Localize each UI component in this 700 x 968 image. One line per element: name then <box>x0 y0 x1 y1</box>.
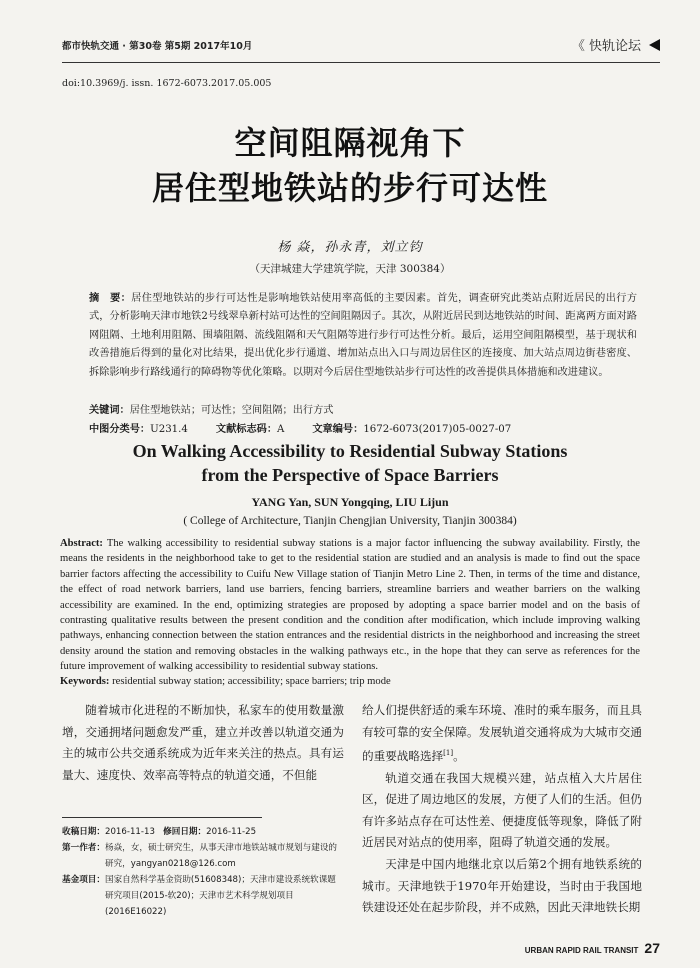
footnotes <box>62 824 342 920</box>
journal-name: URBAN RAPID RAIL TRANSIT <box>524 946 639 955</box>
authors-en: YANG Yan, SUN Yongqing, LIU Lijun <box>251 495 449 509</box>
body-paragraph: 天津是中国内地继北京以后第2个拥有地铁系统的城市。天津地铁于1970年开始建设，当时由于我国地铁建设还处在起步阶段，并不成熟，因此天津地铁长期 <box>362 857 642 915</box>
abstract-en <box>60 536 640 675</box>
abstract-cn <box>89 290 637 382</box>
author-info: 杨焱，女，硕士研究生，从事天津市地铁站城市规划与建设的研究，yangyan0218@126.com <box>104 843 338 869</box>
article-no-label: 文章编号： <box>312 424 364 435</box>
authors-cn: 杨 焱，孙永青，刘立钧 <box>277 240 423 255</box>
section-label-text: 《 快轨论坛 <box>571 39 641 54</box>
keywords-en-label: Keywords: <box>60 676 110 687</box>
doc-code-label: 文献标志码： <box>215 424 278 435</box>
footnote-dates <box>62 824 342 840</box>
running-header: 都市快轨交通 · 第30卷 第5期 2017年10月 <box>62 41 253 52</box>
classification-row <box>89 420 511 435</box>
body-right-column <box>362 700 642 919</box>
affiliation-cn: （天津城建大学建筑学院，天津 300384） <box>249 263 451 275</box>
affiliation-en: ( College of Architecture, Tianjin Chengjian University, Tianjin 300384) <box>183 515 517 527</box>
clc-label: 中图分类号： <box>89 424 151 435</box>
abstract-cn-text: 居住型地铁站的步行可达性是影响地铁站使用率高低的主要因素。首先，调查研究此类站点附近居民的出行方式，分析影响天津市地铁2号线翠阜新村站可达性的空间阻隔因子。其次，从附近居民到达地铁站的时间、距离两方面对路网阻隔、土地利用阻隔、围墙阻隔、流线阻隔和天气阻隔等进行步行可达性分析。最后，运用空间阻隔模型，基于现状和改善措施后得到的量化对比结果，提出优化步行通道、增加站点出入口与周边居住区的连接度、加大站点周边街巷密度、拆除影响步行路线通行的障碍物等优化策略。以期对今后居住型地铁站步行可达性的改善提供具体措施和改进建议。 <box>89 293 638 378</box>
keywords-en <box>60 674 640 689</box>
received-date: 2016-11-13 <box>104 827 155 837</box>
body-text: 给人们提供舒适的乘车环境、准时的乘车服务，而且具有较可靠的安全保障。发展轨道交通将成为大城市交通的重要战略选择 <box>362 703 642 764</box>
fund-info: 国家自然科学基金资助(51608348)；天津市建设系统软课题研究项目(2015-软20)；天津市艺术科学规划项目(2016E16022) <box>104 875 336 917</box>
header-divider <box>62 62 660 63</box>
revised-date: 2016-11-25 <box>206 827 257 837</box>
page-number: 27 <box>644 940 660 956</box>
body-paragraph: 轨道交通在我国大规模兴建，站点植入大片居住区，促进了周边地区的发展，方便了人们的生活。但仍有许多站点存在可达性差、便捷度低等现象，降低了附近居民对站点的使用率，阻碍了轨道交通的发展。 <box>362 770 642 850</box>
citation-ref[interactable]: [1] <box>443 749 454 758</box>
title-en-line-2: from the Perspective of Space Barriers <box>201 465 499 485</box>
doc-code-value: A <box>277 424 285 435</box>
keywords-cn-label: 关键词： <box>89 405 130 416</box>
footnote-author <box>62 840 342 872</box>
keywords-en-text: residential subway station; accessibility; space barriers; trip mode <box>112 676 391 687</box>
title-en-line-1: On Walking Accessibility to Residential Subway Stations <box>132 441 568 461</box>
triangle-marker-icon <box>649 39 660 51</box>
footnote-fund <box>62 872 342 920</box>
body-text: 。 <box>453 749 465 764</box>
revised-label: 修回日期： <box>163 827 207 837</box>
title-cn-line-2: 居住型地铁站的步行可达性 <box>151 169 548 207</box>
footnote-divider <box>62 817 262 818</box>
abstract-cn-label: 摘 要： <box>89 293 132 304</box>
article-no-value: 1672-6073(2017)05-0027-07 <box>363 424 512 435</box>
body-left-column <box>62 700 344 786</box>
clc-value: U231.4 <box>150 424 188 435</box>
author-label: 第一作者： <box>62 843 105 853</box>
body-paragraph: 随着城市化进程的不断加快，私家车的使用数量激增，交通拥堵问题愈发严重，建立并改善以轨道交通为主的城市公共交通系统成为近年来关注的热点。具有运量大、速度快、效率高等特点的轨道交通，不但能 <box>62 703 344 782</box>
keywords-cn <box>89 402 637 420</box>
section-label <box>572 35 660 54</box>
fund-label: 基金项目： <box>62 875 105 885</box>
journal-footer <box>525 940 660 956</box>
keywords-cn-text: 居住型地铁站；可达性；空间阻隔；出行方式 <box>129 405 334 416</box>
title-cn-line-1: 空间阻隔视角下 <box>234 124 466 162</box>
abstract-en-label: Abstract: <box>60 538 103 549</box>
abstract-en-text: The walking accessibility to residential subway stations is a major factor influencing the subway availability. Firstly, the means the residents in the neighborhood take to get to the residential station are studied and an analysis is made to find out the space barrier factors affecting the accessibility to Cuifu New Village station of Tianjin Metro Line 2. Then, in terms of the time and distance, the effect of road network barriers, land use barriers, fencing barriers, streamline barriers and weather barriers on the walking accessibility are examined. In the end, optimizing strategies are proposed by adopting a space barrier model and on the basis of contrasting qualitative results between the present condition and the condition after modification, which include improving walking pathways, enhancing connection between the station entrances and the residential districts in the neighborhood and increasing the street density around the station and removing obstacles in the walking pathways etc., in the hope that they can serve as references for the future improvement of walking accessibility to residential subway stations. <box>60 538 640 673</box>
received-label: 收稿日期： <box>62 827 105 837</box>
body-paragraph <box>362 700 642 768</box>
doi: doi:10.3969/j. issn. 1672-6073.2017.05.005 <box>62 78 272 89</box>
